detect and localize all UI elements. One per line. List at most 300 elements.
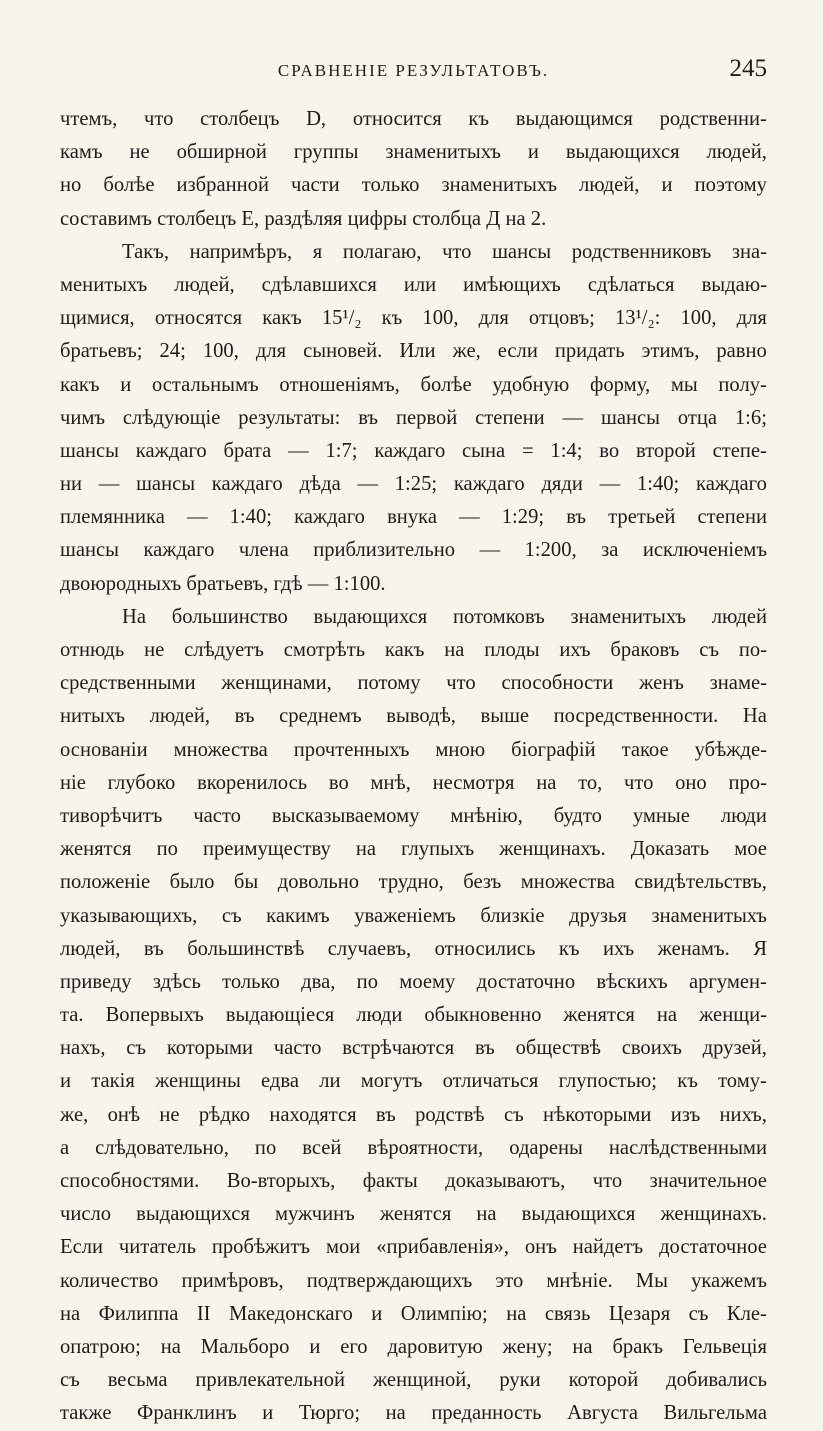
word: шансы — [600, 406, 660, 429]
word: 15¹/₂ — [321, 307, 362, 330]
word: по — [156, 838, 178, 861]
text-line — [60, 1364, 767, 1397]
word: основаніи — [60, 738, 148, 761]
word: — — [307, 572, 329, 595]
word: отношеніямъ, — [279, 373, 400, 396]
word: уваженіемъ — [354, 904, 456, 927]
word: же, — [60, 1103, 89, 1126]
text-line — [60, 568, 767, 601]
word: онѣ — [107, 1103, 141, 1126]
word: преимуществу — [202, 838, 331, 861]
word: здѣсь — [152, 970, 201, 993]
word: вѣроятности, — [367, 1136, 484, 1159]
text-line — [60, 966, 767, 999]
word: каждаго — [696, 473, 767, 496]
word: потомковъ — [452, 605, 545, 628]
text-line — [60, 1198, 767, 1231]
word: друзей, — [702, 1037, 767, 1060]
word: — — [479, 539, 501, 562]
word: родственни- — [659, 108, 767, 130]
word: будто — [553, 804, 602, 827]
word: одарены — [509, 1136, 583, 1159]
word: только — [361, 174, 420, 197]
word: каждаго — [211, 473, 283, 496]
text-line — [60, 435, 767, 468]
word: Олимпію; — [400, 1302, 488, 1325]
word: его — [340, 1335, 368, 1358]
word: достаточно — [476, 970, 576, 993]
text-line — [60, 269, 767, 302]
word: вкоренилось — [197, 771, 308, 794]
word: во — [328, 771, 349, 794]
word: Такъ, — [122, 240, 170, 263]
word: выдающихся — [521, 1203, 636, 1226]
word: степени — [475, 406, 545, 429]
word: 13¹/₂: — [614, 307, 661, 330]
word: родствѣ — [415, 1103, 485, 1126]
word: людей, — [174, 273, 235, 296]
word: Вопервыхъ — [105, 1004, 204, 1027]
word: знаменитыхъ — [385, 141, 501, 164]
word: примѣровъ, — [181, 1269, 284, 1292]
word: болѣе — [420, 373, 472, 396]
word: убѣжде- — [694, 738, 767, 761]
word: связь — [544, 1302, 591, 1325]
word: относились — [434, 937, 536, 960]
word: также — [60, 1402, 112, 1425]
text-line — [60, 402, 767, 435]
word: ли — [319, 1070, 341, 1093]
word: что — [624, 771, 654, 794]
word: столбецъ — [157, 207, 237, 230]
word: смотрѣть — [283, 639, 366, 661]
word: нитыхъ — [60, 705, 126, 728]
text-line — [60, 700, 767, 733]
text-line — [60, 866, 767, 899]
word: мною — [435, 738, 486, 761]
word: подтверждающихъ — [306, 1269, 473, 1292]
word: исключеніемъ — [642, 539, 767, 562]
word: находятся — [269, 1103, 357, 1126]
word: каждаго — [143, 539, 215, 562]
word: способности — [501, 672, 614, 695]
word: для — [736, 307, 767, 330]
word: Тюрго; — [298, 1402, 361, 1425]
word: выдающіеся — [225, 1004, 335, 1027]
text-line — [60, 1032, 767, 1065]
word: люди — [356, 1004, 403, 1027]
word: женъ — [639, 672, 684, 695]
word: глупостью; — [558, 1070, 658, 1093]
word: преданность — [431, 1402, 542, 1425]
word: знаменитыхъ — [441, 174, 557, 197]
word: Цезаря — [608, 1302, 671, 1325]
word: сдѣлавшихся — [261, 273, 377, 296]
word: Если — [60, 1236, 104, 1259]
text-line — [60, 833, 767, 866]
word: относится — [352, 108, 442, 130]
text-line — [60, 734, 767, 767]
word: удобную — [492, 373, 570, 396]
word: и — [120, 373, 132, 396]
word: что — [144, 108, 174, 130]
word: Я — [753, 937, 767, 960]
word: привлекательной — [195, 1369, 346, 1392]
word: обыкновенно — [424, 1004, 542, 1027]
word: было — [169, 871, 215, 894]
word: приблизительно — [313, 539, 456, 562]
word: выдающихся — [565, 141, 680, 164]
word: моему — [399, 970, 456, 993]
word: шансы — [492, 240, 552, 263]
word: шансы — [60, 539, 119, 562]
page-number: 245 — [729, 55, 767, 82]
word: ніе — [60, 771, 86, 794]
word: часто — [273, 1037, 322, 1060]
word: внука — [387, 506, 437, 529]
word: не — [129, 141, 150, 164]
word: — — [288, 439, 309, 462]
word: Доказать — [630, 838, 710, 861]
word: къ — [558, 937, 580, 960]
word: указывающихъ, — [60, 904, 198, 927]
word: съ — [699, 639, 719, 661]
word: ни — [60, 473, 83, 496]
word: на — [656, 1004, 678, 1027]
word: какъ — [262, 307, 302, 330]
word: безъ — [463, 871, 502, 894]
word: мнѣ, — [370, 771, 411, 794]
word: что — [442, 240, 472, 263]
word: же, — [452, 340, 481, 363]
word: Вильгельма — [663, 1402, 767, 1425]
word: 1:200, — [524, 539, 577, 562]
word: и — [60, 1070, 72, 1093]
word: «прибавленія», — [376, 1236, 509, 1259]
word: способностями. — [60, 1170, 200, 1192]
word: Мальборо — [200, 1335, 290, 1358]
word: дѣда — [299, 473, 341, 496]
word: на — [506, 1302, 527, 1325]
word: 1:4; — [550, 439, 583, 462]
word: напримѣръ, — [189, 240, 293, 263]
word: часто — [193, 804, 241, 827]
word: женщинами, — [221, 672, 332, 695]
word: поэтому — [694, 174, 767, 197]
text-line — [60, 369, 767, 402]
word: на — [444, 639, 465, 661]
word: людей — [711, 605, 767, 628]
word: на — [476, 1203, 497, 1226]
word: относятся — [154, 307, 243, 330]
word: въ — [474, 1037, 495, 1060]
word: 1:7; — [325, 439, 358, 462]
word: друзья — [569, 904, 627, 927]
word: полу- — [718, 373, 767, 396]
text-line — [60, 1231, 767, 1264]
text-line — [60, 1331, 767, 1364]
word: = — [521, 439, 534, 462]
word: онъ — [524, 1236, 557, 1259]
word: 100, — [422, 307, 459, 330]
word: съ — [60, 1369, 80, 1392]
word: мы — [670, 373, 698, 396]
text-line — [60, 667, 767, 700]
text-line — [60, 933, 767, 966]
word: выдающихся — [136, 1203, 250, 1226]
word: для — [255, 340, 287, 363]
word: съ — [503, 1103, 524, 1126]
word: Гельвеція — [682, 1335, 767, 1358]
word: выдающихся — [313, 605, 428, 628]
word: знаменитыхъ — [651, 904, 767, 927]
word: обществѣ — [515, 1037, 601, 1060]
word: женятся — [60, 838, 132, 861]
word: 2. — [530, 207, 547, 230]
word: и — [527, 141, 539, 164]
word: на — [355, 838, 377, 861]
word: для — [478, 307, 509, 330]
text-line — [60, 468, 767, 501]
word: довольно — [277, 871, 360, 894]
word: ихъ — [559, 639, 591, 661]
word: людей, — [579, 174, 640, 197]
word: умные — [632, 804, 690, 827]
word: ихъ — [603, 937, 635, 960]
word: укажемъ — [691, 1269, 767, 1292]
word: На — [742, 705, 767, 728]
word: знаме- — [709, 672, 767, 695]
word: за — [601, 539, 619, 562]
word: и — [371, 1302, 383, 1325]
word: факты — [362, 1170, 418, 1192]
word: избранной — [176, 174, 269, 197]
word: придать — [554, 340, 625, 363]
word: руки — [499, 1369, 541, 1392]
word: глупыхъ — [401, 838, 475, 861]
text-line — [60, 169, 767, 202]
word: отца — [677, 406, 718, 429]
word: на — [536, 771, 557, 794]
text-line — [60, 1165, 767, 1198]
word: въ — [143, 937, 164, 960]
text-line — [60, 1265, 767, 1298]
word: прочтенныхъ — [293, 738, 410, 761]
word: отцовъ; — [528, 307, 595, 330]
word: средственными — [60, 672, 196, 695]
word: каждаго — [294, 506, 365, 529]
word: среднемъ — [279, 705, 362, 728]
word: сдѣлаться — [587, 273, 675, 296]
text-line — [60, 302, 767, 335]
word: Франклинъ — [137, 1402, 237, 1425]
word: слѣдовательно, — [95, 1136, 229, 1159]
word: женщи- — [699, 1004, 767, 1027]
word: составимъ — [60, 207, 152, 230]
word: первой — [395, 406, 458, 429]
word: столбца — [412, 207, 482, 230]
word: менитыхъ — [60, 273, 148, 296]
word: Или — [399, 340, 436, 363]
word: несмотря — [432, 771, 515, 794]
text-line — [60, 335, 767, 368]
word: мои — [325, 1236, 361, 1259]
word: два, — [301, 970, 336, 993]
word: столбецъ — [200, 108, 280, 130]
word: біографій — [511, 738, 596, 761]
word: сына — [462, 439, 506, 462]
word: 1:100. — [333, 572, 386, 595]
word: Во-вторыхъ, — [226, 1170, 336, 1192]
word: гдѣ — [273, 572, 303, 595]
word: — — [98, 473, 120, 496]
word: брата — [223, 439, 272, 462]
word: къ — [468, 108, 490, 130]
word: 1:40; — [229, 506, 272, 529]
text-line — [60, 1065, 767, 1098]
word: по — [254, 1136, 277, 1159]
word: читатель — [118, 1236, 196, 1259]
word: части — [291, 174, 340, 197]
word: Филиппа — [98, 1302, 179, 1325]
word: множества — [173, 738, 268, 761]
word: съ — [688, 1302, 709, 1325]
word: къ — [677, 1070, 698, 1093]
word: племянника — [60, 506, 165, 529]
word: случаевъ, — [327, 937, 412, 960]
word: Августа — [567, 1402, 638, 1425]
word: высказываемому — [271, 804, 420, 827]
word: слѣдуетъ — [184, 639, 264, 661]
word: зна- — [731, 240, 767, 263]
word: бракъ — [612, 1335, 664, 1358]
word: двоюродныхъ — [60, 572, 182, 595]
word: обширной — [176, 141, 267, 164]
word: мужчинъ — [274, 1203, 355, 1226]
word: по- — [738, 639, 767, 661]
word: едва — [261, 1070, 299, 1093]
word: посредственности. — [553, 705, 719, 728]
word: доказываютъ, — [445, 1170, 566, 1192]
word: аргумен- — [688, 970, 767, 993]
word: — — [186, 506, 208, 529]
word: въ — [358, 406, 379, 429]
word: на — [160, 1335, 181, 1358]
word: жену; — [502, 1335, 553, 1358]
word: 24; — [159, 340, 186, 363]
text-line — [60, 501, 767, 534]
text-line — [60, 800, 767, 833]
word: на — [572, 1335, 593, 1358]
word: рѣдко — [198, 1103, 251, 1126]
word: чтемъ, — [60, 108, 118, 130]
word: что — [446, 672, 476, 695]
word: этимъ, — [641, 340, 700, 363]
word: слѣдующіе — [122, 406, 221, 429]
word: женщины — [155, 1070, 241, 1093]
word: братьевъ, — [186, 572, 269, 595]
word: отличаться — [442, 1070, 539, 1093]
word: болѣе — [103, 174, 155, 197]
text-line — [60, 767, 767, 800]
word: встрѣчаются — [342, 1037, 455, 1060]
word: равно — [716, 340, 767, 363]
word: имѣющихъ — [463, 273, 561, 296]
word: только — [222, 970, 280, 993]
text-line — [60, 634, 767, 667]
word: 1:29; — [501, 506, 545, 529]
word: E, — [241, 207, 260, 230]
word: каждаго — [453, 473, 525, 496]
word: камъ — [60, 141, 103, 164]
word: трудно, — [378, 871, 444, 894]
word: женамъ. — [657, 937, 730, 960]
word: приведу — [60, 970, 132, 993]
word: 1:6; — [734, 406, 767, 429]
word: 100, — [680, 307, 717, 330]
word: я — [312, 240, 323, 263]
word: свидѣтельствъ, — [634, 871, 767, 894]
word: на — [385, 1402, 406, 1425]
word: цифры — [347, 207, 408, 230]
word: наслѣдственными — [608, 1136, 767, 1159]
word: нѣкоторыми — [543, 1103, 652, 1126]
word: Македонскаго — [228, 1302, 353, 1325]
word: это — [495, 1269, 524, 1292]
word: На — [122, 605, 147, 628]
word: результаты: — [238, 406, 341, 429]
text-line — [60, 999, 767, 1032]
word: женщинахъ. — [499, 838, 606, 861]
text-line — [60, 1099, 767, 1132]
word: въ — [375, 1103, 396, 1126]
word: дяди — [541, 473, 583, 496]
word: сыновей. — [303, 340, 383, 363]
word: 100, — [202, 340, 239, 363]
word: группы — [293, 141, 359, 164]
word: если — [497, 340, 538, 363]
text-line — [60, 1132, 767, 1165]
word: Кле- — [726, 1302, 767, 1325]
word: которой — [568, 1369, 639, 1392]
word: какимъ — [266, 904, 330, 927]
word: плоды — [484, 639, 540, 661]
word: 1:25; — [394, 473, 438, 496]
word: знаменитыхъ — [570, 605, 687, 628]
word: остальнымъ — [151, 373, 259, 396]
word: вѣскихъ — [596, 970, 668, 993]
word: не — [159, 1103, 180, 1126]
word: могутъ — [360, 1070, 423, 1093]
word: нахъ, — [60, 1037, 106, 1060]
word: полагаю, — [342, 240, 422, 263]
word: по — [356, 970, 378, 993]
word: выдаю- — [701, 273, 767, 296]
word: что — [592, 1170, 623, 1192]
text-line — [60, 236, 767, 269]
word: шансы — [60, 439, 119, 462]
word: нихъ, — [719, 1103, 767, 1126]
word: D, — [306, 108, 327, 130]
word: съ — [221, 904, 242, 927]
word: своихъ — [621, 1037, 682, 1060]
word: и — [309, 1335, 321, 1358]
word: не — [144, 639, 165, 661]
word: количество — [60, 1269, 159, 1292]
word: щимися, — [60, 307, 135, 330]
word: степе- — [712, 439, 767, 462]
word: шансы — [136, 473, 196, 496]
